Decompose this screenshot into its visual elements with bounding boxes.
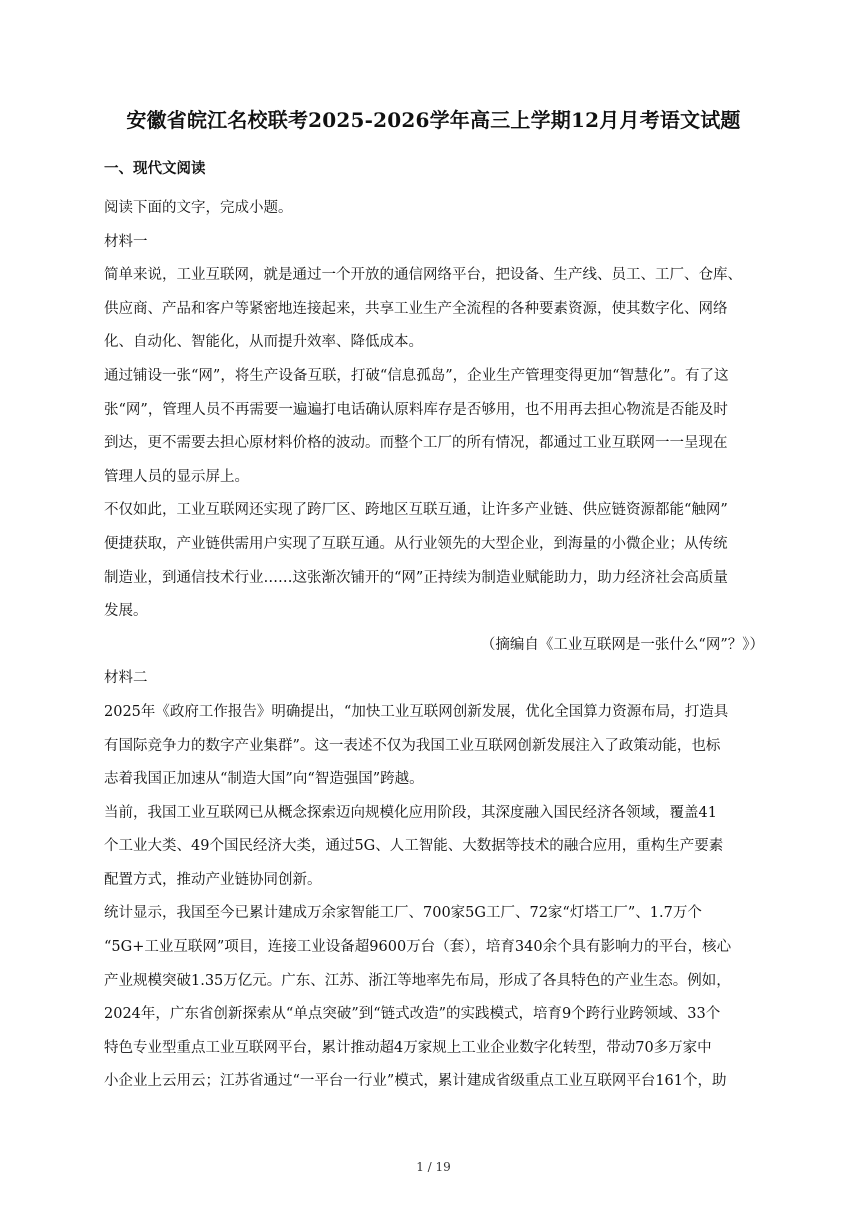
text-line: 当前，我国工业互联网已从概念探索迈向规模化应用阶段，其深度融入国民经济各领域，覆盖41 xyxy=(104,804,717,821)
text-line: 2024年，广东省创新探索从“单点突破”到“链式改造”的实践模式，培育9个跨行业跨领域、33个 xyxy=(104,1006,721,1023)
text-line: 阅读下面的文字，完成小题。 xyxy=(104,200,293,216)
text-line: 制造业，到通信技术行业……这张渐次铺开的“网”正持续为制造业赋能助力，助力经济社会高质量 xyxy=(104,569,728,586)
section-heading: 一、现代文阅读 xyxy=(104,160,206,177)
text-line: 小企业上云用云；江苏省通过“一平台一行业”模式，累计建成省级重点工业互联网平台161个，助 xyxy=(104,1073,727,1090)
source-citation: （摘编自《工业互联网是一张什么“网”？》） xyxy=(480,636,764,653)
text-line: 管理人员的显示屏上。 xyxy=(104,468,249,485)
text-line: 简单来说，工业互联网，就是通过一个开放的通信网络平台，把设备、生产线、员工、工厂、仓库、 xyxy=(104,267,742,284)
text-line: 便捷获取，产业链供需用户实现了互联互通。从行业领先的大型企业，到海量的小微企业；从传统 xyxy=(104,535,728,552)
text-line: 特色专业型重点工业互联网平台，累计推动超4万家规上工业企业数字化转型，带动70多万家中 xyxy=(104,1039,712,1056)
document-body xyxy=(104,158,764,1099)
text-line: “5G+工业互联网”项目，连接工业设备超9600万台（套），培育340余个具有影响力的平台，核心 xyxy=(104,939,732,956)
document-title: 安徽省皖江名校联考2025-2026学年高三上学期12月月考语文试题 xyxy=(126,108,741,132)
text-line: 张“网”，管理人员不再需要一遍遍打电话确认原料库存是否够用，也不用再去担心物流是否能及时 xyxy=(104,401,728,418)
text-line: 统计显示，我国至今已累计建成万余家智能工厂、700家5G工厂、72家“灯塔工厂”、1.7万个 xyxy=(104,905,702,922)
text-line: 到达，更不需要去担心原材料价格的波动。而整个工厂的所有情况，都通过工业互联网一一呈现在 xyxy=(104,435,728,452)
text-line: 通过铺设一张“网”，将生产设备互联，打破“信息孤岛”，企业生产管理变得更加“智慧化”。有了这 xyxy=(104,367,729,384)
material-label: 材料一 xyxy=(104,233,148,250)
text-line: 发展。 xyxy=(104,603,148,620)
text-line: 有国际竞争力的数字产业集群”。这一表述不仅为我国工业互联网创新发展注入了政策动能，也标 xyxy=(104,737,721,754)
text-line: 产业规模突破1.35万亿元。广东、江苏、浙江等地率先布局，形成了各具特色的产业生态。例如， xyxy=(104,972,731,989)
text-line: 不仅如此，工业互联网还实现了跨厂区、跨地区互联互通，让许多产业链、供应链资源都能“触网” xyxy=(104,502,728,519)
text-line: 个工业大类、49个国民经济大类，通过5G、人工智能、大数据等技术的融合应用，重构生产要素 xyxy=(104,838,724,855)
page-indicator: 1 / 19 xyxy=(416,1160,451,1174)
text-line: 志着我国正加速从“制造大国”向“智造强国”跨越。 xyxy=(104,771,424,788)
text-line: 配置方式，推动产业链协同创新。 xyxy=(104,871,322,888)
material-label: 材料二 xyxy=(104,670,148,687)
text-line: 供应商、产品和客户等紧密地连接起来，共享工业生产全流程的各种要素资源，使其数字化、网络 xyxy=(104,300,728,317)
text-line: 2025年《政府工作报告》明确提出，“加快工业互联网创新发展，优化全国算力资源布局，打造具 xyxy=(104,703,729,720)
text-line: 化、自动化、智能化，从而提升效率、降低成本。 xyxy=(104,334,423,351)
text-lines xyxy=(104,192,764,1099)
